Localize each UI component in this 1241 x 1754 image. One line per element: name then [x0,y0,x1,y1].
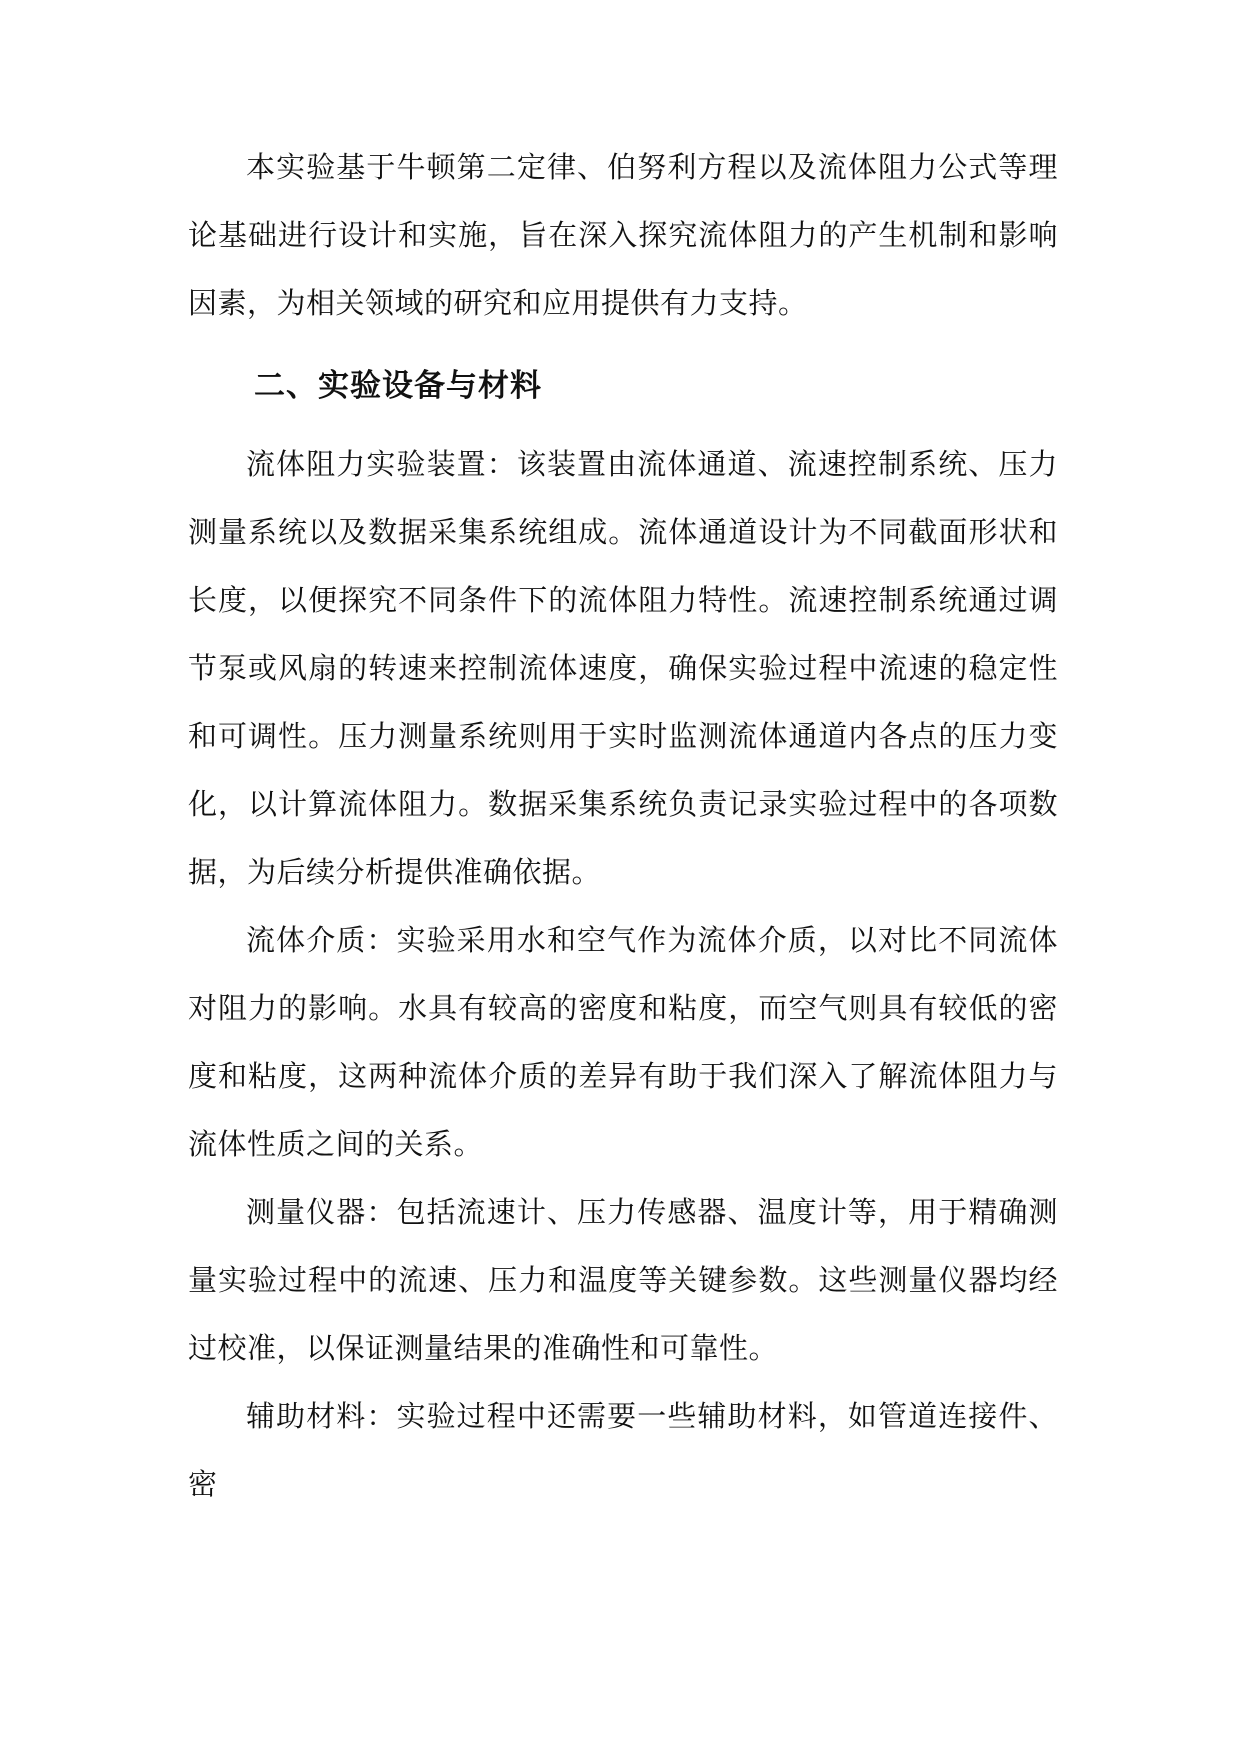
paragraph-equipment: 流体阻力实验装置：该装置由流体通道、流速控制系统、压力测量系统以及数据采集系统组成。流体通道设计为不同截面形状和长度，以便探究不同条件下的流体阻力特性。流速控制系统通过调节泵或风扇的转速来控制流体速度，确保实验过程中流速的稳定性和可调性。压力测量系统则用于实时监测流体通道内各点的压力变化，以计算流体阻力。数据采集系统负责记录实验过程中的各项数据，为后续分析提供准确依据。 [188,447,1058,889]
paragraph-instruments: 测量仪器：包括流速计、压力传感器、温度计等，用于精确测量实验过程中的流速、压力和温度等关键参数。这些测量仪器均经过校准，以保证测量结果的准确性和可靠性。 [188,1195,1058,1365]
paragraph-auxiliary: 辅助材料：实验过程中还需要一些辅助材料，如管道连接件、密 [188,1399,1058,1501]
section-heading: 二、实验设备与材料 [254,368,542,404]
intro-paragraph: 本实验基于牛顿第二定律、伯努利方程以及流体阻力公式等理论基础进行设计和实施，旨在深入探究流体阻力的产生机制和影响因素，为相关领域的研究和应用提供有力支持。 [188,150,1058,320]
section-body [188,430,1058,1518]
paragraph-fluid-medium: 流体介质：实验采用水和空气作为流体介质，以对比不同流体对阻力的影响。水具有较高的密度和粘度，而空气则具有较低的密度和粘度，这两种流体介质的差异有助于我们深入了解流体阻力与流体性质之间的关系。 [188,923,1058,1161]
intro-block [188,133,1058,337]
